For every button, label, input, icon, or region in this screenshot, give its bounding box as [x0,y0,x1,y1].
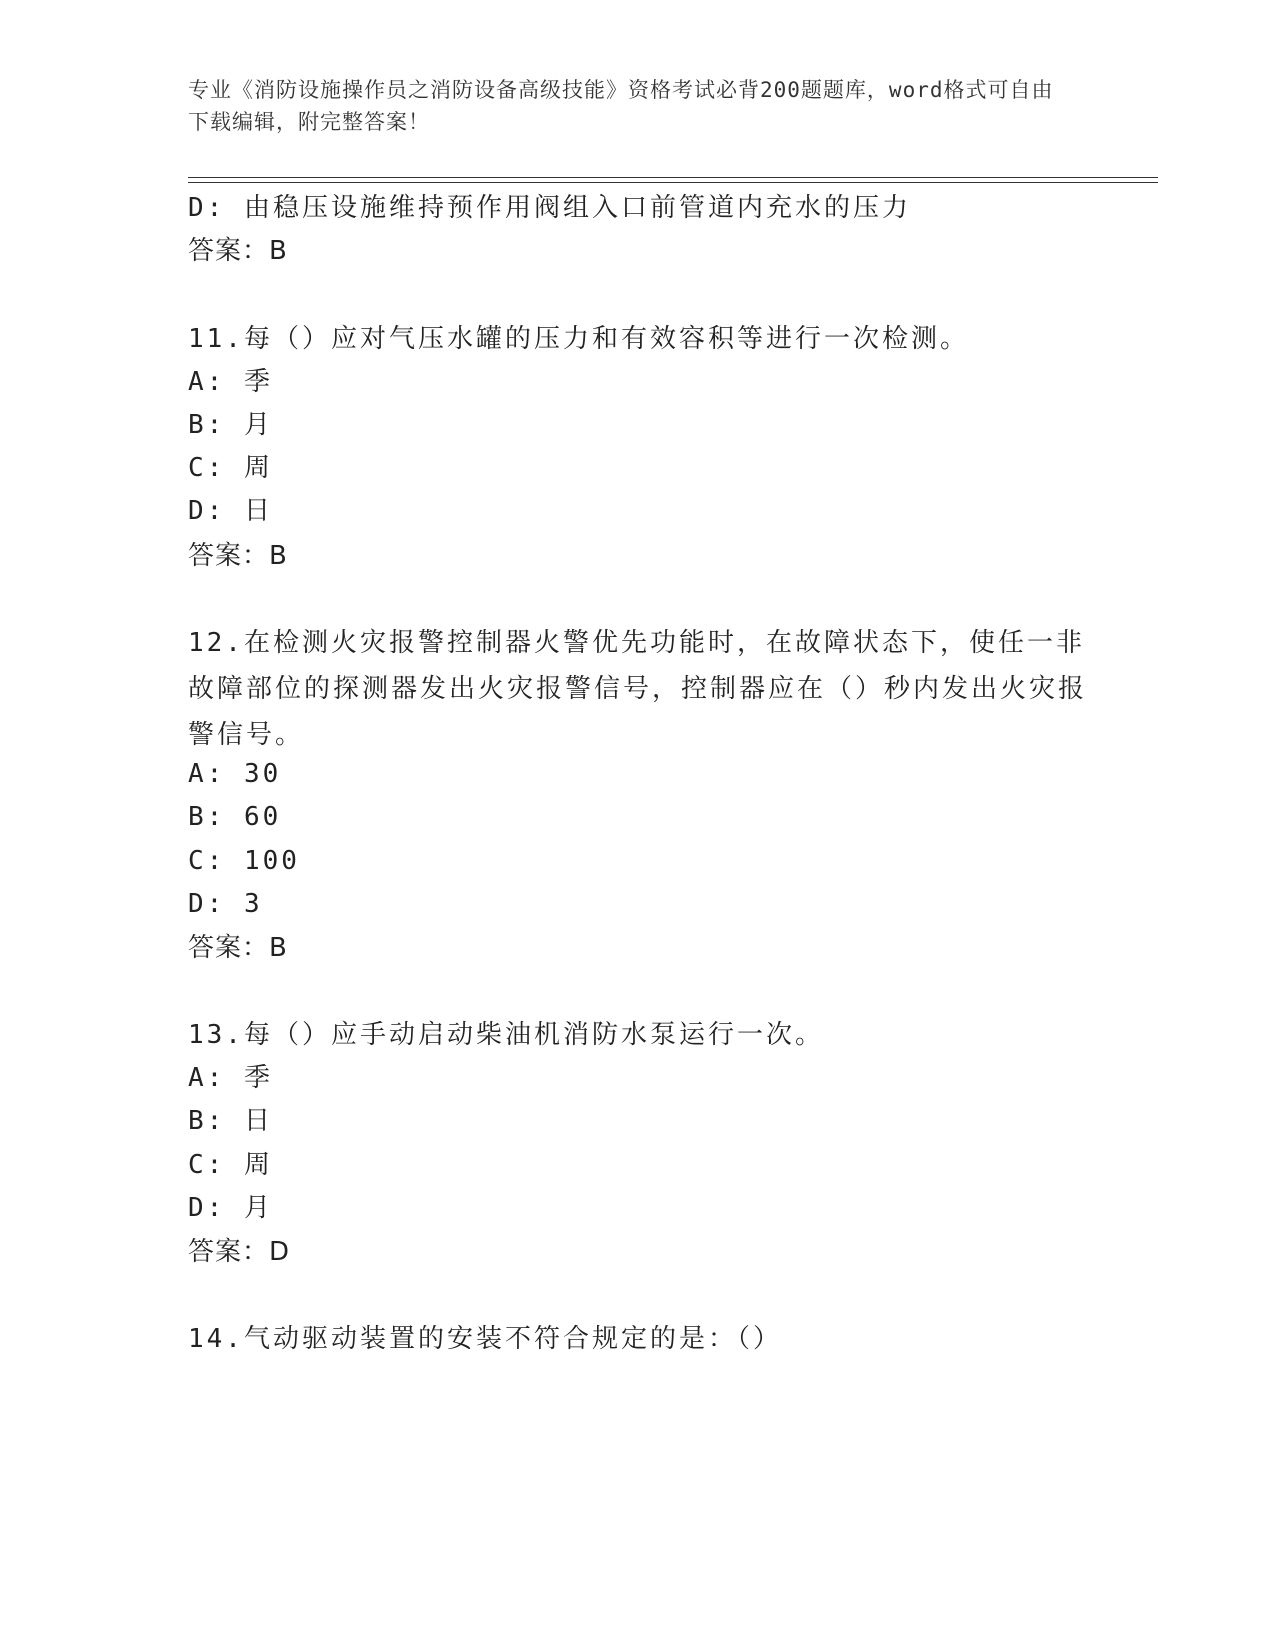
question-12-option-b: B: 60 [188,802,282,832]
question-14-stem: 14.气动驱动装置的安装不符合规定的是：（） [188,1324,782,1354]
question-12-answer: 答案：B [188,933,288,963]
question-13-option-a: A: 季 [188,1063,273,1093]
document-header: 专业《消防设施操作员之消防设备高级技能》资格考试必背200题题库，word格式可自由下载编辑，附完整答案！ [188,78,1054,134]
question-13-option-c: C: 周 [188,1150,273,1180]
header-divider-bottom [188,182,1158,183]
question-12-option-c: C: 100 [188,846,300,876]
prev-answer: 答案：B [188,236,288,266]
question-12-option-d: D: 3 [188,889,263,919]
question-12-stem: 12.在检测火灾报警控制器火警优先功能时，在故障状态下，使任一非故障部位的探测器发出火灾报警信号，控制器应在（）秒内发出火灾报警信号。 [188,628,1088,750]
question-11-option-a: A: 季 [188,367,273,397]
prev-option-d: D: 由稳压设施维持预作用阀组入口前管道内充水的压力 [188,193,911,223]
question-13-option-b: B: 日 [188,1106,273,1136]
question-13-stem: 13.每（）应手动启动柴油机消防水泵运行一次。 [188,1020,824,1050]
question-11-answer: 答案：B [188,541,288,571]
question-13-answer: 答案：D [188,1237,291,1267]
question-11-option-b: B: 月 [188,410,273,440]
question-11-option-d: D: 日 [188,496,273,526]
question-12-option-a: A: 30 [188,759,282,789]
header-divider-top [188,177,1158,178]
question-13-option-d: D: 月 [188,1193,273,1223]
question-11-option-c: C: 周 [188,453,273,483]
question-11-stem: 11.每（）应对气压水罐的压力和有效容积等进行一次检测。 [188,324,969,354]
